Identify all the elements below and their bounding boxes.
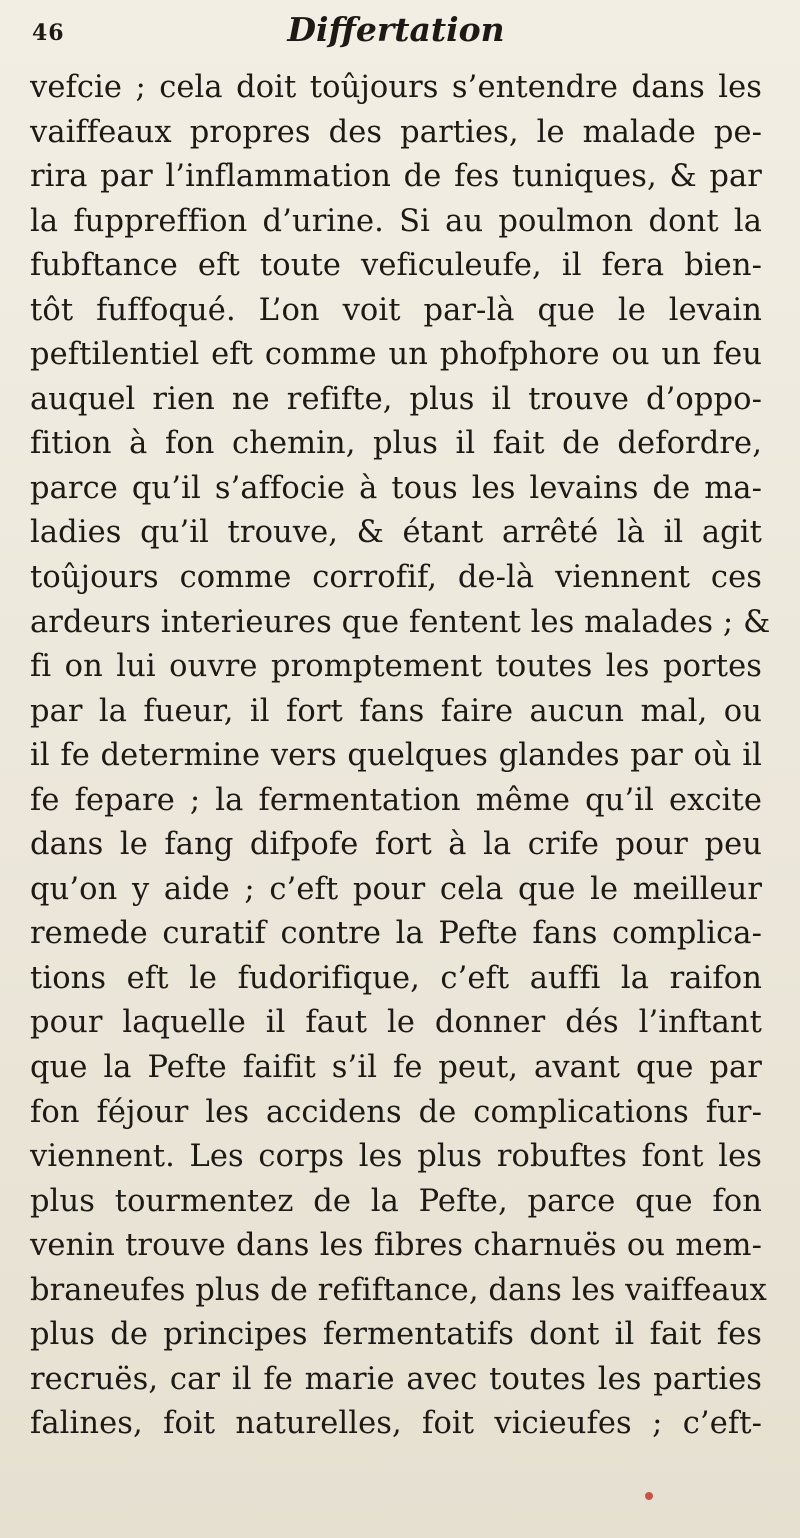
- text-line: tôt fuffoqué. L’on voit par-là que le levain: [30, 292, 762, 328]
- text-line: rira par l’inflammation de fes tuniques, & par: [30, 159, 762, 195]
- text-line: ardeurs interieures que fentent les malades ; &: [30, 604, 771, 640]
- text-line: viennent. Les corps les plus robuftes font les: [30, 1139, 762, 1175]
- text-line: tions eft le fudorifique, c’eft auffi la raifon: [30, 960, 762, 996]
- text-line: auquel rien ne refifte, plus il trouve d’oppo-: [30, 381, 762, 417]
- text-line: venin trouve dans les fibres charnuës ou mem-: [30, 1228, 762, 1264]
- text-line: que la Pefte faifit s’il fe peut, avant que par: [30, 1050, 762, 1086]
- text-line: la fuppreffion d’urine. Si au poulmon dont la: [30, 203, 762, 239]
- text-line: remede curatif contre la Pefte fans complica-: [30, 916, 762, 952]
- text-line: falines, foit naturelles, foit vicieufes ; c’eft-: [30, 1406, 762, 1442]
- text-line: dans le fang difpofe fort à la crife pour peu: [30, 827, 762, 863]
- text-line: fubftance eft toute veficuleufe, il fera bien-: [30, 248, 762, 284]
- page-number: 46: [32, 20, 65, 46]
- text-line: fition à fon chemin, plus il fait de defordre,: [30, 426, 762, 462]
- text-line: vefcie ; cela doit toûjours s’entendre dans les: [30, 70, 762, 105]
- text-line: fi on lui ouvre promptement toutes les portes: [30, 649, 762, 685]
- text-line: il fe determine vers quelques glandes par où il: [30, 738, 762, 774]
- text-line: recruës, car il fe marie avec toutes les parties: [30, 1361, 762, 1397]
- text-line: braneufes plus de refiftance, dans les vaiffeaux: [30, 1272, 767, 1308]
- body-text: [30, 66, 771, 1447]
- text-line: plus tourmentez de la Pefte, parce que fon: [30, 1183, 762, 1219]
- text-line: fe fepare ; la fermentation même qu’il excite: [30, 782, 762, 818]
- text-line: vaiffeaux propres des parties, le malade pe-: [30, 114, 762, 150]
- ink-spot: [645, 1492, 653, 1500]
- text-line: toûjours comme corrofif, de-là viennent ces: [30, 560, 762, 596]
- text-line: par la fueur, il fort fans faire aucun mal, ou: [30, 693, 762, 729]
- text-line: pour laquelle il faut le donner dés l’inftant: [30, 1005, 762, 1041]
- running-head: [30, 0, 762, 60]
- text-line: qu’on y aide ; c’eft pour cela que le meilleur: [30, 871, 762, 907]
- running-title: Differtation: [287, 10, 505, 49]
- text-line: fon féjour les accidens de complications fur-: [30, 1094, 762, 1130]
- text-line: parce qu’il s’affocie à tous les levains de ma-: [30, 470, 762, 506]
- text-line: plus de principes fermentatifs dont il fait fes: [30, 1317, 762, 1353]
- text-line: peftilentiel eft comme un phofphore ou un feu: [30, 337, 762, 373]
- text-line: ladies qu’il trouve, & étant arrêté là il agit: [30, 515, 762, 551]
